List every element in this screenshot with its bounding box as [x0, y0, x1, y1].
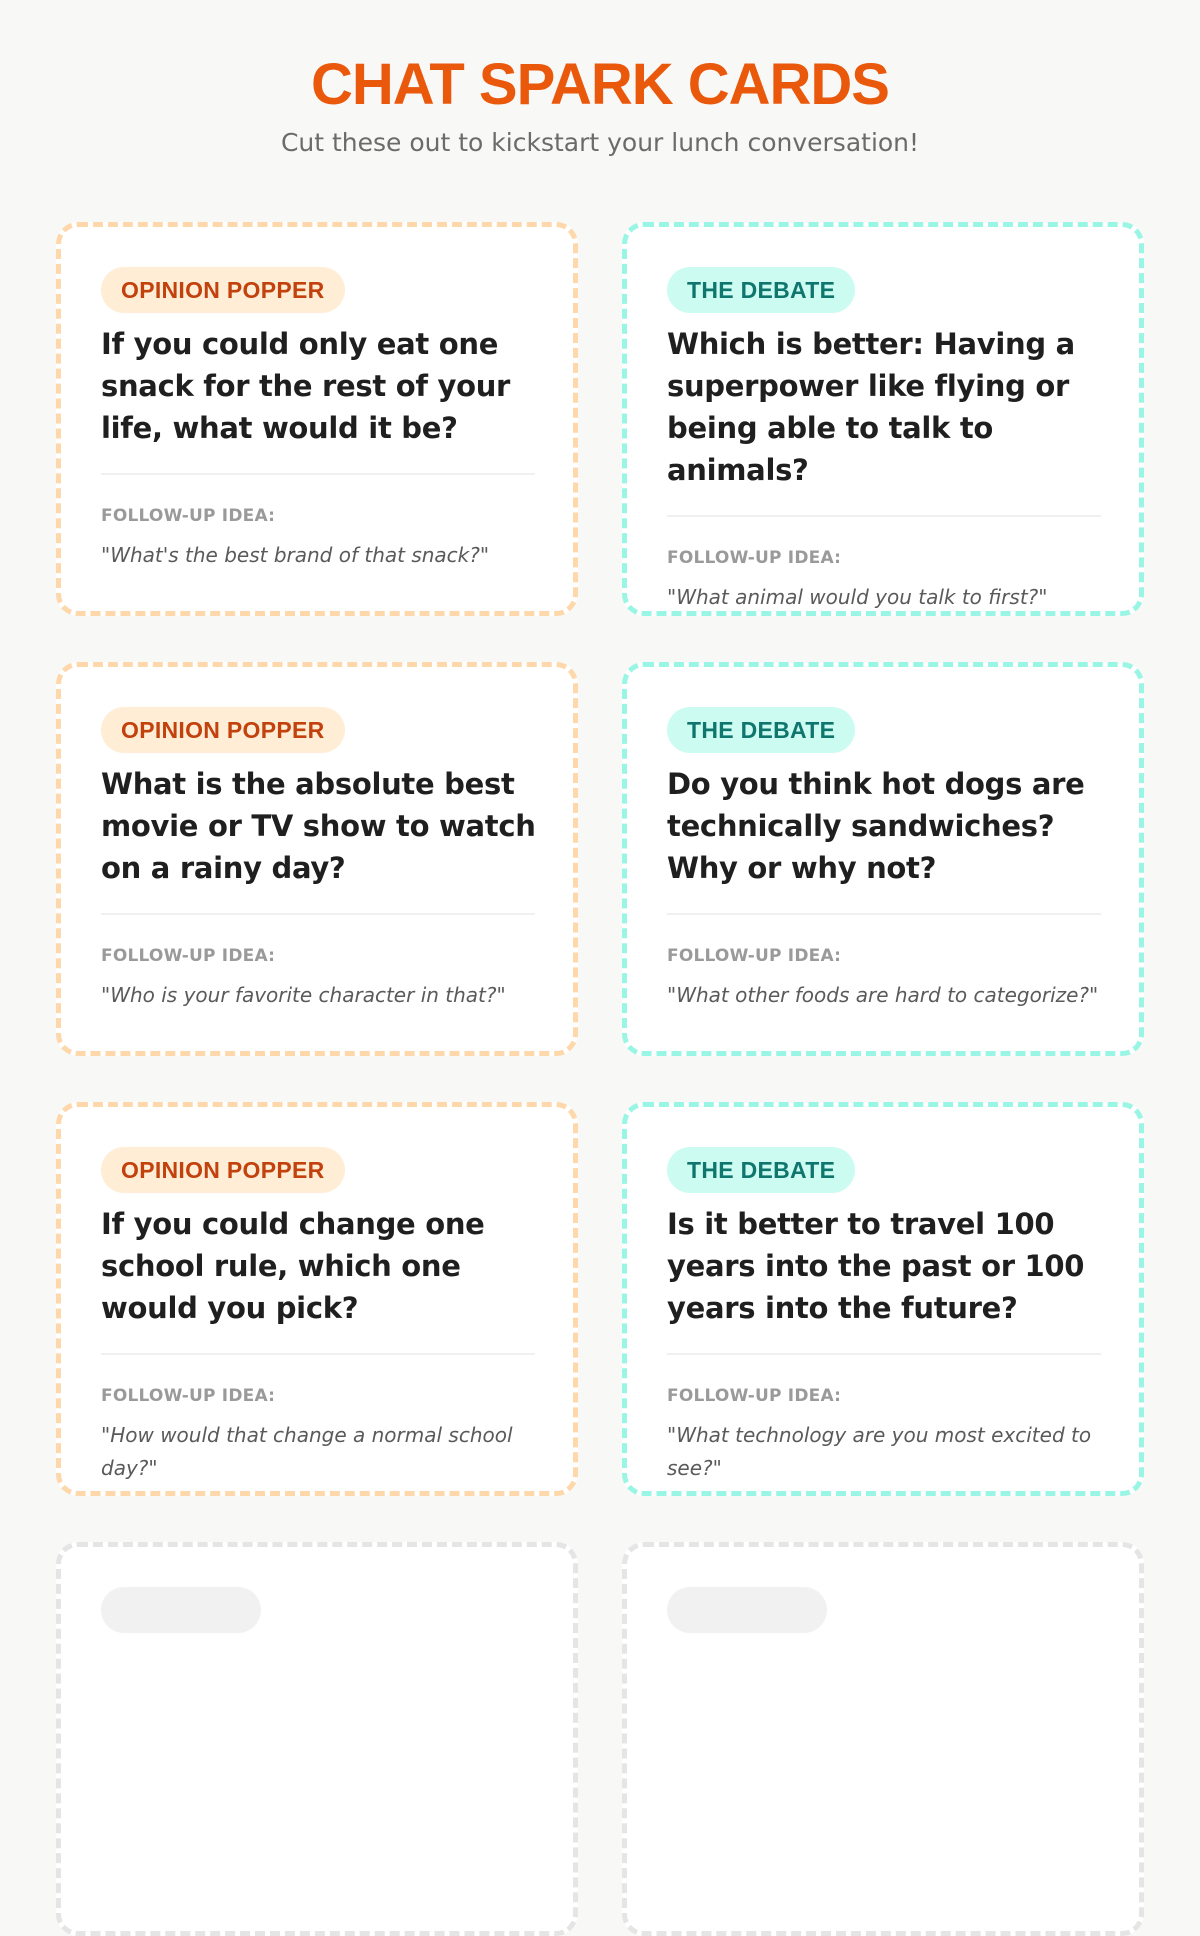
- page-subtitle: Cut these out to kickstart your lunch conversation!: [280, 128, 920, 157]
- card-question: If you could only eat one snack for the rest of your life, what would it be?: [101, 327, 511, 445]
- card-partial-right: [622, 1542, 1144, 1936]
- followup-label: FOLLOW-UP IDEA:: [667, 946, 842, 966]
- followup-text: "What's the best brand of that snack?": [101, 543, 490, 567]
- category-badge: THE DEBATE: [667, 1147, 855, 1193]
- card-6: [622, 1102, 1144, 1496]
- card-5: [56, 1102, 578, 1496]
- card-question: Do you think hot dogs are technically sandwiches? Why or why not?: [667, 767, 1085, 885]
- followup-text: "What technology are you most excited to see?": [667, 1423, 1092, 1480]
- followup-label: FOLLOW-UP IDEA:: [101, 1386, 276, 1406]
- card-divider: [667, 913, 1101, 915]
- followup-label: FOLLOW-UP IDEA:: [101, 506, 276, 526]
- followup-label: FOLLOW-UP IDEA:: [667, 1386, 842, 1406]
- category-badge: OPINION POPPER: [101, 707, 345, 753]
- card-divider: [101, 473, 535, 475]
- card-divider: [667, 1353, 1101, 1355]
- card-4: [622, 662, 1144, 1056]
- followup-text: "How would that change a normal school day?": [101, 1423, 513, 1480]
- card-divider: [101, 913, 535, 915]
- card-2: [622, 222, 1144, 616]
- card-1: [56, 222, 578, 616]
- category-badge-placeholder: [667, 1587, 827, 1633]
- followup-text: "What animal would you talk to first?": [667, 585, 1048, 609]
- followup-label: FOLLOW-UP IDEA:: [101, 946, 276, 966]
- category-badge: THE DEBATE: [667, 707, 855, 753]
- category-badge: OPINION POPPER: [101, 267, 345, 313]
- card-question: If you could change one school rule, which one would you pick?: [101, 1207, 485, 1325]
- card-question: Which is better: Having a superpower like flying or being able to talk to animals?: [667, 327, 1075, 487]
- card-question: What is the absolute best movie or TV show to watch on a rainy day?: [101, 767, 536, 885]
- category-badge-placeholder: [101, 1587, 261, 1633]
- followup-label: FOLLOW-UP IDEA:: [667, 548, 842, 568]
- card-partial-left: [56, 1542, 578, 1936]
- category-badge: THE DEBATE: [667, 267, 855, 313]
- card-divider: [101, 1353, 535, 1355]
- followup-text: "What other foods are hard to categorize?": [667, 983, 1099, 1007]
- card-question: Is it better to travel 100 years into the past or 100 years into the future?: [667, 1207, 1085, 1325]
- card-divider: [667, 515, 1101, 517]
- page-title: CHAT SPARK CARDS: [311, 52, 889, 117]
- card-3: [56, 662, 578, 1056]
- category-badge: OPINION POPPER: [101, 1147, 345, 1193]
- followup-text: "Who is your favorite character in that?": [101, 983, 506, 1007]
